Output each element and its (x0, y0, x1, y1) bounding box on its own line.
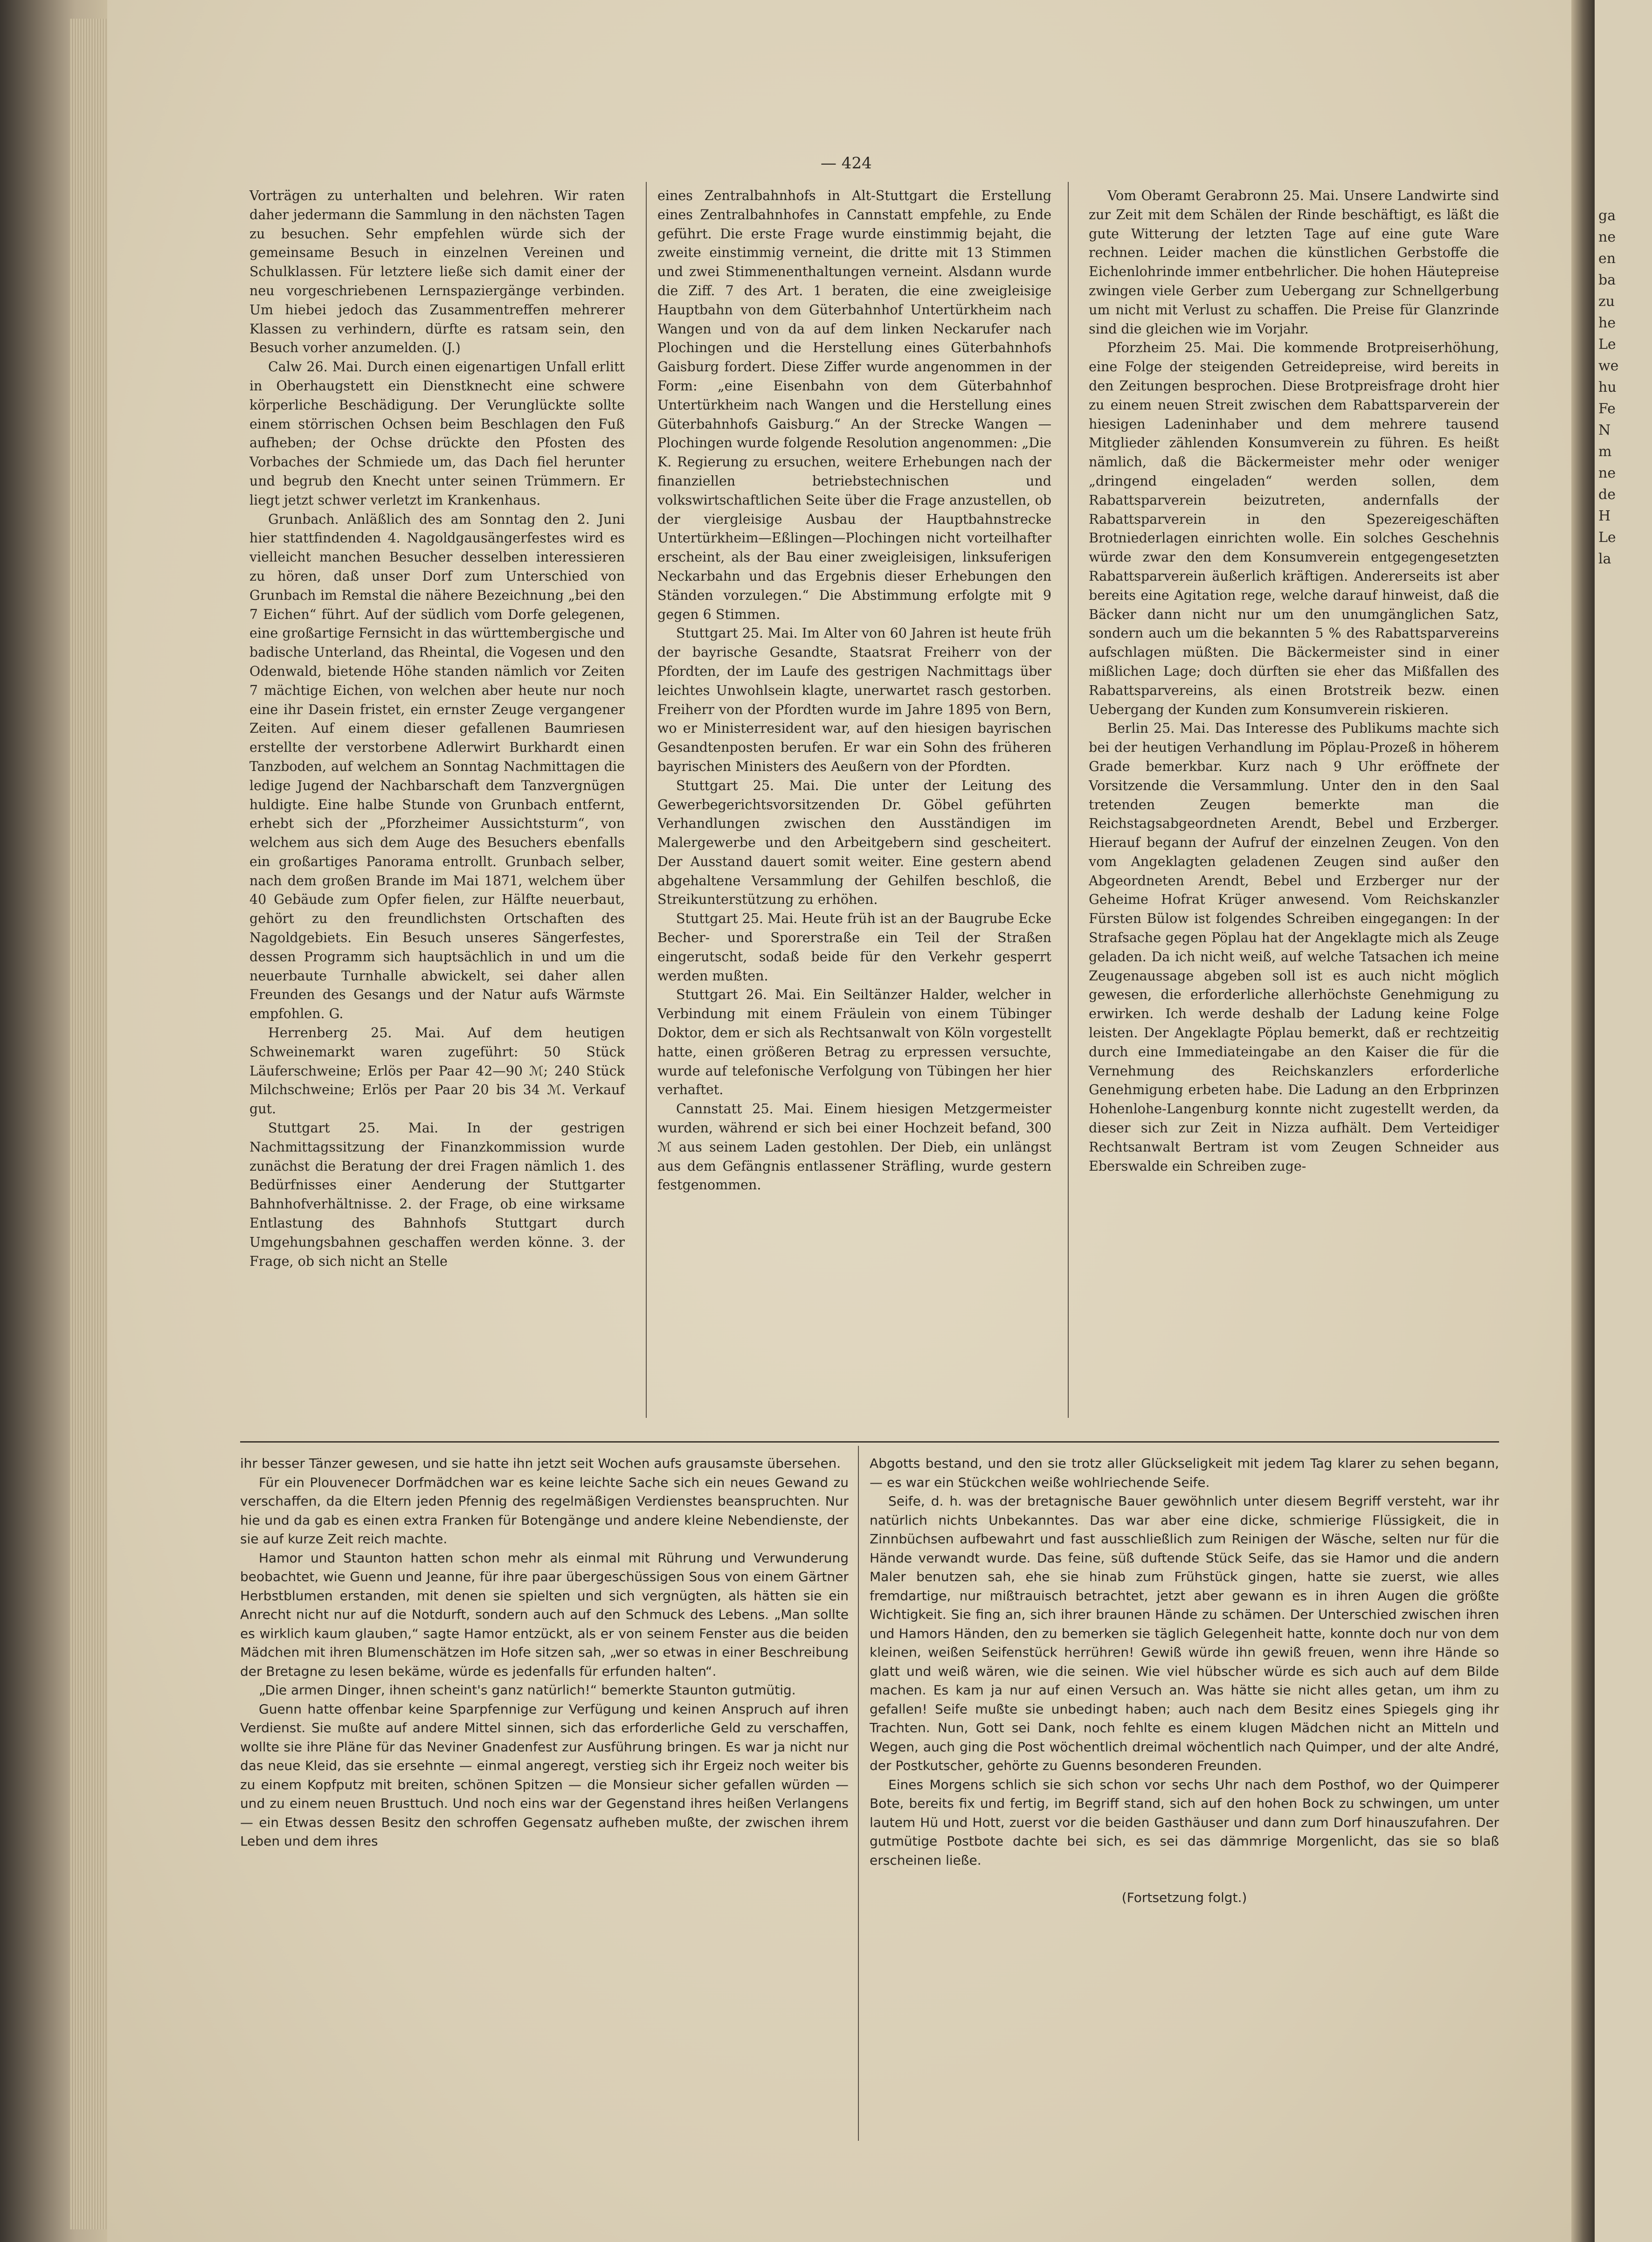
news-paragraph: Stuttgart 26. Mai. Ein Seiltänzer Halder, welcher in Verbindung mit einem Fräulein von einem Tübinger Doktor, dem er sich als Rechtsanwalt von Köln vorgestellt hatte, einen größeren Betrag zu erpressen versuchte, wurde auf telefonische Verfolgung von Tübingen her hier verhaftet. (657, 987, 1051, 1098)
news-paragraph: Pforzheim 25. Mai. Die kommende Brotpreiserhöhung, eine Folge der steigenden Getreidepreise, wird bereits in den Zeitungen besprochen. Diese Brotpreisfrage droht hier zu einem neuen Streit zwischen dem Rabattsparverein der hiesigen Ladeninhaber und dem mehrere tausend Mitglieder zählenden Konsumverein zu führen. Es heißt nämlich, daß die Bäckermeister mehr oder weniger „dringend eingeladen“ werden sollen, dem Rabattsparverein beizutreten, andernfalls der Rabattsparverein in den Spezereigeschäften Brotniederlagen einrichten wolle. Ein solches Geschehnis würde zwar den dem Konsumverein entgegengesetzten Rabattsparverein äußerlich kräftigen. Andererseits ist aber bereits eine Agitation rege, welche darauf hinweist, daß die Bäcker dann nicht nur um den unumgänglichen Satz, sondern auch um die bekannten 5 % des Rabattsparvereins aufschlagen müßten. Die Bäckermeister sind in einer mißlichen Lage; doch dürften sie eher das Mißfallen des Rabattsparvereins, als einen Brotstreik bezw. einen Uebergang der Kunden zum Konsumverein riskieren. (1089, 340, 1499, 717)
next-page-fragment: m (1598, 444, 1612, 460)
next-page-fragment: Fe (1598, 401, 1616, 417)
next-page-fragment: H (1598, 508, 1611, 524)
news-paragraph: Grunbach. Anläßlich des am Sonntag den 2. Juni hier stattfindenden 4. Nagoldgausängerfestes wird es vielleicht manchen Besucher desselben interessieren zu hören, daß unser Dorf zum Unterschied von Grunbach im Remstal die nähere Bezeichnung „bei den 7 Eichen“ führt. Auf der südlich vom Dorfe gelegenen, eine großartige Fernsicht in das württembergische und badische Unterland, das Rheintal, die Vogesen und den Odenwald, bietende Höhe standen nämlich vor Zeiten 7 mächtige Eichen, von welchen aber heute nur noch eine ihr Dasein fristet, ein ernster Zeuge vergangener Zeiten. Auf einem dieser gefallenen Baumriesen erstellte der verstorbene Adlerwirt Burkhardt einen Tanzboden, auf welchem an Sonntag Nachmittagen die ledige Jugend der Nachbarschaft dem Tanzvergnügen huldigte. Eine halbe Stunde von Grunbach entfernt, erhebt sich der „Pforzheimer Aussichtsturm“, von welchem aus sich dem Auge des Besuchers ebenfalls ein großartiges Panorama entrollt. Grunbach selber, nach dem großen Brande im Mai 1871, welchem über 40 Gebäude zum Opfer fielen, zur Hälfte neuerbaut, gehört zu den freundlichsten Ortschaften des Nagoldgebiets. Ein Besuch unseres Sängerfestes, dessen Programm sich hauptsächlich in und um die neuerbaute Turnhalle abwickelt, sei daher allen Freunden des Gesangs und der Natur aufs Wärmste empfohlen. G. (249, 511, 625, 1022)
book-gutter (1571, 0, 1595, 2242)
feuilleton-paragraph: ihr besser Tänzer gewesen, und sie hatte ihn jetzt seit Wochen aufs grausamste übersehen. (240, 1456, 841, 1471)
next-page-fragment: ba (1598, 272, 1616, 288)
news-column-2 (657, 187, 1051, 1195)
feuilleton-paragraph: Hamor und Staunton hatten schon mehr als einmal mit Rührung und Verwunderung beobachtet, wie Guenn und Jeanne, für ihre paar übergeschüssigen Sous von einem Gärtner Herbstblumen erstanden, mit denen sie spielten und sich vergnügten, als hätten sie ein Anrecht nicht nur auf die Notdurft, sondern auch auf den Schmuck des Lebens. „Man sollte es wirklich kaum glauben,“ sagte Hamor entzückt, als er von seinem Fenster aus die beiden Mädchen mit ihren Blumenschätzen im Hofe sitzen sah, „wer so etwas in einer Beschreibung der Bretagne zu lesen bekäme, würde es jedenfalls für erfunden halten“. (240, 1550, 849, 1679)
feuilleton-column-2 (870, 1454, 1499, 1908)
next-page-fragment: Le (1598, 336, 1616, 353)
news-paragraph: Herrenberg 25. Mai. Auf dem heutigen Schweinemarkt waren zugeführt: 50 Stück Läuferschweine; Erlös per Paar 42—90 ℳ; 240 Stück Milchschweine; Erlös per Paar 20 bis 34 ℳ. Verkauf gut. (249, 1025, 625, 1117)
news-paragraph: Stuttgart 25. Mai. Im Alter von 60 Jahren ist heute früh der bayrische Gesandte, Staatsrat Freiherr von der Pfordten, der im Laufe des gestrigen Nachmittags über leichtes Unwohlsein klagte, unerwartet rasch gestorben. Freiherr von der Pfordten wurde im Jahre 1895 von Bern, wo er Ministerresident war, auf den hiesigen bayrischen Gesandtenposten berufen. Er war ein Sohn des früheren bayrischen Ministers des Aeußern von der Pfordten. (657, 625, 1051, 774)
news-paragraph: Cannstatt 25. Mai. Einem hiesigen Metzgermeister wurden, während er sich bei einer Hochzeit befand, 300 ℳ aus seinem Laden gestohlen. Der Dieb, ein unlängst aus dem Gefängnis entlassener Sträfling, wurde gestern festgenommen. (657, 1101, 1051, 1193)
feuilleton-column-1 (240, 1454, 849, 1851)
next-page-fragment: de (1598, 486, 1616, 503)
news-column-1 (249, 187, 625, 1271)
news-column-3 (1089, 187, 1499, 1176)
news-paragraph: eines Zentralbahnhofs in Alt-Stuttgart die Erstellung eines Zentralbahnhofes in Cannstatt empfehle, zu Ende geführt. Die erste Frage wurde einstimmig bejaht, die zweite einstimmig verneint, die dritte mit 13 Stimmen und zwei Stimmenenthaltungen verneint. Alsdann wurde die Ziff. 7 des Art. 1 beraten, die eine zweigleisige Hauptbahn von dem Güterbahnhof Untertürkheim nach Wangen und von da auf dem linken Neckarufer nach Plochingen und die Herstellung eines Güterbahnhofs Gaisburg fordert. Diese Ziffer wurde angenommen in der Form: „eine Eisenbahn von dem Güterbahnhof Untertürkheim nach Wangen und die Herstellung eines Güterbahnhofs Gaisburg.“ An der Strecke Wangen —Plochingen wurde folgende Resolution angenommen: „Die K. Regierung zu ersuchen, weitere Erhebungen nach der finanziellen betriebstechnischen und volkswirtschaftlichen Seite über die Frage anzustellen, ob der viergleisige Ausbau der Hauptbahnstrecke Untertürkheim—Eßlingen—Plochingen nicht vorteilhafter erscheint, als der Bau einer zweigleisigen, linksuferigen Neckarbahn und das Ergebnis dieser Erhebungen den Ständen vorzulegen.“ Die Abstimmung erfolgte mit 9 gegen 6 Stimmen. (657, 188, 1051, 622)
next-page-fragment: ne (1598, 229, 1616, 245)
next-page-fragment: zu (1598, 293, 1615, 310)
feuilleton-paragraph: „Die armen Dinger, ihnen scheint's ganz natürlich!“ bemerkte Staunton gutmütig. (259, 1682, 796, 1698)
news-paragraph: Stuttgart 25. Mai. Heute früh ist an der Baugrube Ecke Becher- und Sporerstraße ein Teil der Straßen eingerutscht, sodaß beide für den Verkehr gesperrt werden mußten. (657, 911, 1051, 984)
next-page-fragment: we (1598, 358, 1619, 374)
news-paragraph: Stuttgart 25. Mai. Die unter der Leitung des Gewerbegerichtsvorsitzenden Dr. Göbel geführten Verhandlungen zwischen den Ausständigen im Malergewerbe und den Arbeitgebern sind gescheitert. Der Ausstand dauert somit weiter. Eine gestern abend abgehaltene Versammlung der Gehilfen beschloß, die Streikunterstützung zu erhöhen. (657, 777, 1051, 908)
next-page-fragment: ga (1598, 208, 1616, 224)
news-paragraph: Vom Oberamt Gerabronn 25. Mai. Unsere Landwirte sind zur Zeit mit dem Schälen der Rinde beschäftigt, es läßt die gute Witterung der letzten Tage auf eine gute Ware rechnen. Leider machen die künstlichen Gerbstoffe die Eichenlohrinde immer entbehrlicher. Die hohen Häutepreise zwingen viele Gerber zum Uebergang zur Schnellgerbung um nicht mit Verlust zu schaffen. Die Preise für Glanzrinde sind die gleichen wie im Vorjahr. (1089, 188, 1499, 337)
news-paragraph: Stuttgart 25. Mai. In der gestrigen Nachmittagssitzung der Finanzkommission wurde zunächst die Beratung der drei Fragen nämlich 1. des Bedürfnisses einer Aenderung der Stuttgarter Bahnhofverhältnisse. 2. der Frage, ob eine wirksame Entlastung des Bahnhofs Stuttgart durch Umgehungsbahnen geschaffen werden könne. 3. der Frage, ob sich nicht an Stelle (249, 1120, 625, 1269)
news-paragraph: Calw 26. Mai. Durch einen eigenartigen Unfall erlitt in Oberhaugstett ein Dienstknecht eine schwere körperliche Beschädigung. Der Verunglückte sollte einem störrischen Ochsen beim Beschlagen den Fuß aufheben; der Ochse drückte den Pfosten des Vorbaches der Schmiede um, das Dach fiel herunter und begrub den Knecht unter seinen Trümmern. Er liegt jetzt schwer verletzt im Krankenhaus. (249, 359, 625, 508)
next-page-fragment: ne (1598, 465, 1616, 481)
page-number: — 424 (821, 154, 872, 173)
feuilleton-paragraph: Seife, d. h. was der bretagnische Bauer gewöhnlich unter diesem Begriff versteht, war ihr natürlich nichts Unbekanntes. Das war aber eine dicke, schmierige Flüssigkeit, die in Zinnbüchsen aufbewahrt und fast ausschließlich zum Reinigen der Wäsche, selten nur für die Hände verwandt wurde. Das feine, süß duftende Stück Seife, das sie Hamor und die andern Maler benutzen sah, ehe sie hinab zum Frühstück gingen, hatte sie zuerst, wie alles fremdartige, nur mißtrauisch betrachtet, jetzt aber gewann es in ihren Augen die größte Wichtigkeit. Sie fing an, sich ihrer braunen Hände zu schämen. Der Unterschied zwischen ihren und Hamors Händen, den zu bemerken sie täglich Gelegenheit hatte, konnte doch nur von dem kleinen, weißen Seifenstück herrühren! Gewiß würde ihn gewiß freuen, wenn ihre Hände so glatt und weiß wären, wie die seinen. Wie viel hübscher würde es sich auch auf dem Bilde machen. Es kam ja nur auf einen Versuch an. Was hätte sie nicht alles getan, um ihm zu gefallen! Seife mußte sie unbedingt haben; auch nach dem Besitz eines Spiegels ging ihr Trachten. Nun, Gott sei Dank, noch fehlte es einem klugen Mädchen nicht an Mitteln und Wegen, auch ging die Post wöchentlich dreimal wöchentlich nach Quimper, und der alte André, der Postkutscher, gehörte zu Guenns besonderen Freunden. (870, 1493, 1499, 1773)
feuilleton-paragraph: Abgotts bestand, und den sie trotz aller Glückseligkeit mit jedem Tag klarer zu sehen begann, — es war ein Stückchen weiße wohlriechende Seife. (870, 1456, 1499, 1490)
next-page-fragment: N (1598, 422, 1611, 438)
news-paragraph: Vorträgen zu unterhalten und belehren. Wir raten daher jedermann die Sammlung in den nächsten Tagen zu besuchen. Sehr empfehlen würde sich der gemeinsame Besuch in einzelnen Vereinen und Schulklassen. Für letztere ließe sich damit einer der neu vorgeschriebenen Lernspaziergänge verbinden. Um hiebei jedoch das Zusammentreffen mehrerer Klassen zu verhindern, dürfte es ratsam sein, den Besuch vorher anzumelden. (J.) (249, 188, 625, 356)
next-page-fragment: Le (1598, 529, 1616, 546)
next-page-fragment: hu (1598, 379, 1617, 396)
next-page-fragment: he (1598, 315, 1616, 331)
news-paragraph: Berlin 25. Mai. Das Interesse des Publikums machte sich bei der heutigen Verhandlung im Pöplau-Prozeß in höherem Grade bemerkbar. Kurz nach 9 Uhr eröffnete der Vorsitzende die Versammlung. Unter den in den Saal tretenden Zeugen bemerkte man die Reichstagsabgeordneten Arendt, Bebel und Erzberger. Hierauf begann der Aufruf der einzelnen Zeugen. Von den vom Angeklagten geladenen Zeugen sind außer den Abgeordneten Arendt, Bebel und Erzberger nur der Geheime Hofrat Krüger anwesend. Vom Reichskanzler Fürsten Bülow ist folgendes Schreiben eingegangen: In der Strafsache gegen Pöplau hat der Angeklagte mich als Zeuge geladen. Da ich nicht weiß, auf welche Tatsachen ich meine Zeugenaussage abgeben soll ist es auch nicht möglich gewesen, die erforderliche allerhöchste Genehmigung zu erwirken. Ich werde deshalb der Ladung keine Folge leisten. Der Angeklagte Pöplau bemerkt, daß er rechtzeitig durch eine Immediateingabe an den Kaiser die für die Vernehmung des Reichskanzlers erforderliche Genehmigung erbeten habe. Die Ladung an den Erbprinzen Hohenlohe-Langenburg konnte nicht zugestellt werden, da dieser sich zur Zeit in Nizza aufhält. Dem Verteidiger Rechtsanwalt Bertram ist vom Zeugen Schneider aus Eberswalde ein Schreiben zuge- (1089, 721, 1499, 1174)
feuilleton-paragraph: Für ein Plouvenecer Dorfmädchen war es keine leichte Sache sich ein neues Gewand zu verschaffen, da die Eltern jeden Pfennig des regelmäßigen Verdienstes beanspruchten. Nur hie und da gab es einen extra Franken für Botengänge und andere kleine Nebendienste, der sie auf kurze Zeit reich machte. (240, 1474, 849, 1547)
column-divider (1068, 182, 1069, 1418)
column-divider (646, 182, 647, 1418)
next-page-edge (1595, 0, 1652, 2242)
feuilleton-divider (240, 1441, 1499, 1443)
next-page-fragment: en (1598, 250, 1616, 267)
feuilleton-column-divider (858, 1446, 859, 2141)
continuation-note: (Fortsetzung folgt.) (1121, 1890, 1247, 1905)
feuilleton-paragraph: Eines Morgens schlich sie sich schon vor sechs Uhr nach dem Posthof, wo der Quimperer Bote, bereits fix und fertig, im Begriff stand, sich auf den hohen Bock zu schwingen, um unter lautem Hü und Hott, zuerst vor die beiden Gasthäuser und dann zum Dorf hinauszufahren. Der gutmütige Postbote dachte bei sich, es sei das dämmrige Morgenlicht, das sie so blaß erscheinen ließe. (870, 1777, 1499, 1868)
next-page-fragment: la (1598, 551, 1611, 567)
feuilleton-paragraph: Guenn hatte offenbar keine Sparpfennige zur Verfügung und keinen Anspruch auf ihren Verdienst. Sie mußte auf andere Mittel sinnen, sich das erforderliche Geld zu verschaffen, wollte sie ihre Pläne für das Neviner Gnadenfest zur Ausführung bringen. Es war ja nicht nur das neue Kleid, das sie ersehnte — einmal angeregt, verstieg sich ihr Ergeiz noch weiter bis zu einem Kopfputz mit breiten, schönen Spitzen — die Monsieur sicher gefallen würden — und zu einem neuen Brusttuch. Und noch eins war der Gegenstand ihres heißen Verlangens — ein Etwas dessen Besitz den schroffen Gegensatz aufheben mußte, der zwischen ihrem Leben und dem ihres (240, 1701, 849, 1849)
